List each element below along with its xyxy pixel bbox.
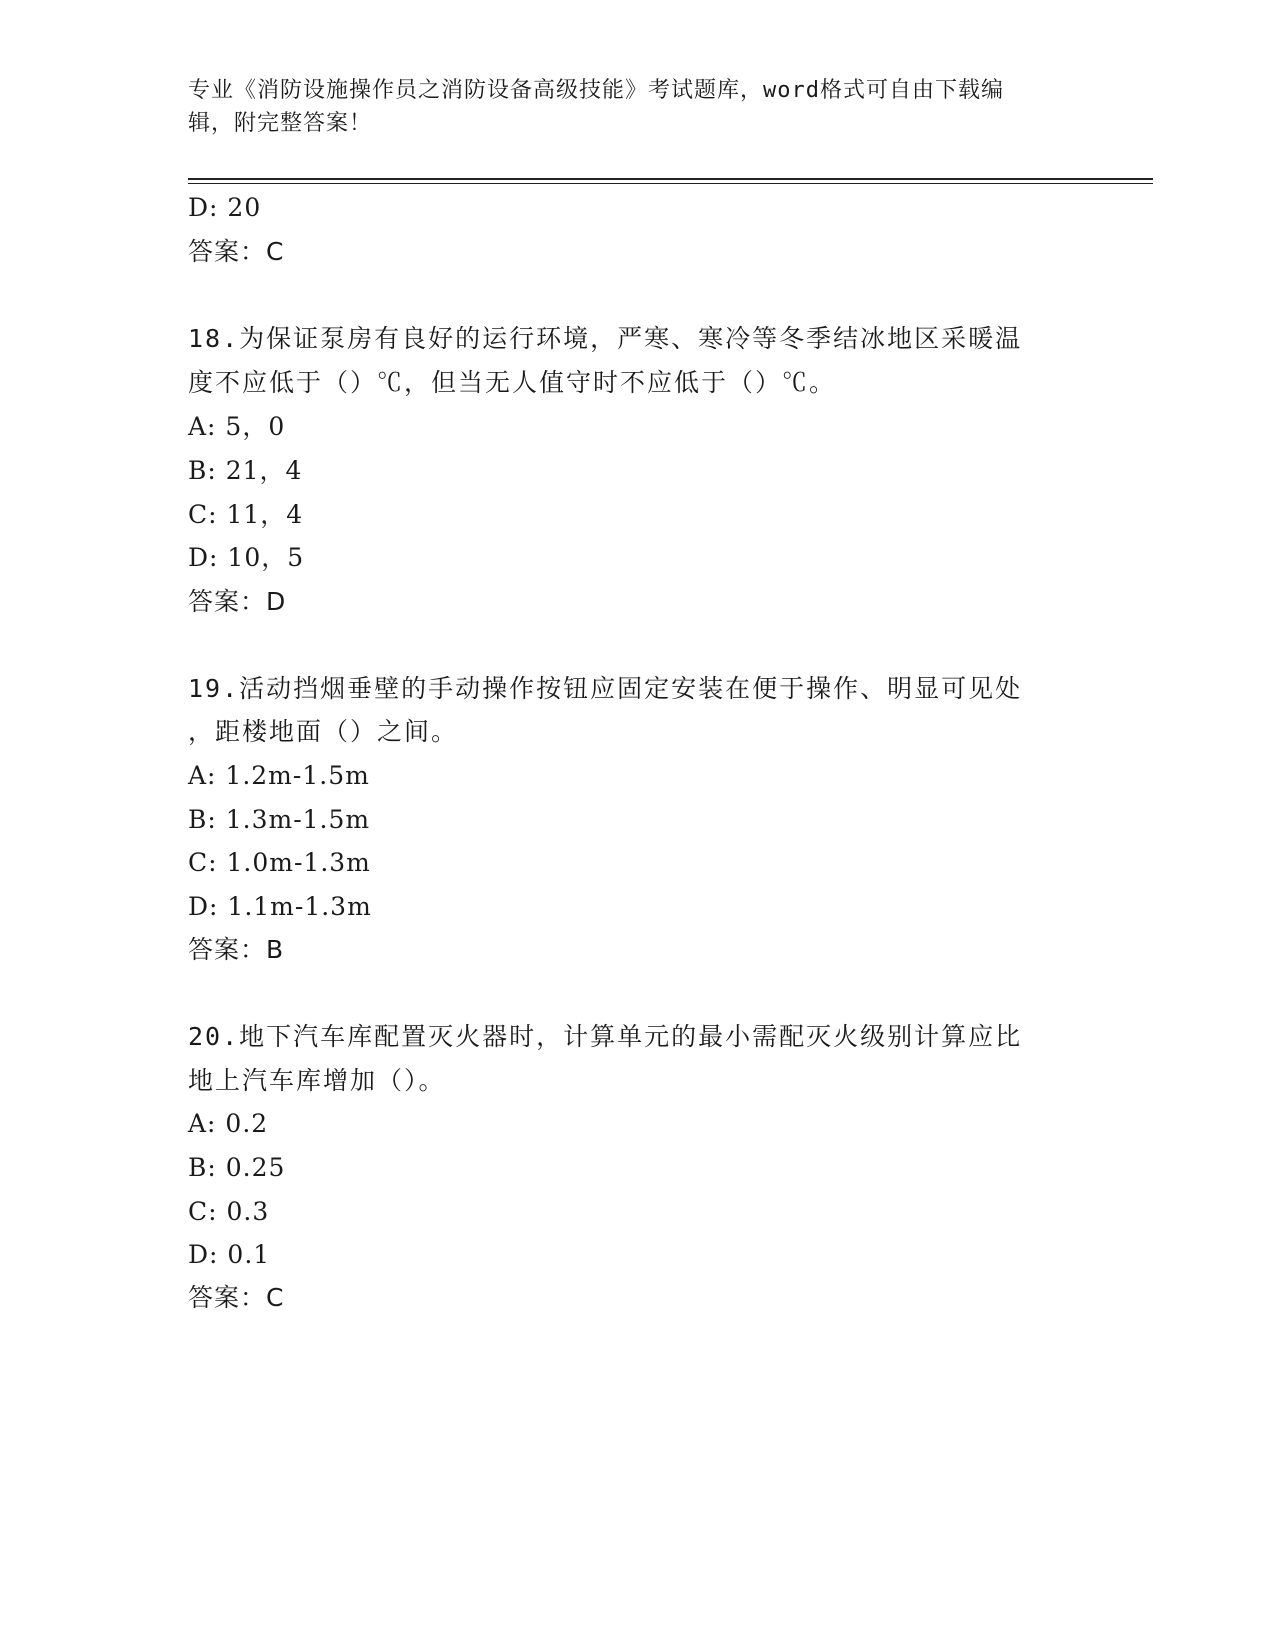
prev-answer: 答案：C xyxy=(188,237,285,266)
q18-option-d: D: 10，5 xyxy=(188,543,305,572)
q20-option-a: A: 0.2 xyxy=(188,1109,269,1138)
q19-answer: 答案：B xyxy=(188,935,285,964)
q18-text-line-1: 18.为保证泵房有良好的运行环境，严寒、寒冷等冬季结冰地区采暖温 xyxy=(188,324,1023,353)
document-header xyxy=(188,74,1088,140)
q20-text-line-2: 地上汽车库增加（）。 xyxy=(188,1066,446,1095)
header-divider-thick xyxy=(188,178,1153,180)
q20-answer: 答案：C xyxy=(188,1283,285,1312)
prev-option-d: D: 20 xyxy=(188,193,262,222)
header-line-1: 专业《消防设施操作员之消防设备高级技能》考试题库，word格式可自由下载编 xyxy=(188,78,1004,103)
q19-option-a: A: 1.2m-1.5m xyxy=(188,761,370,790)
header-divider-thin xyxy=(188,183,1153,184)
q18-text-line-2: 度不应低于（）℃，但当无人值守时不应低于（）℃。 xyxy=(188,368,837,397)
header-line-2: 辑，附完整答案！ xyxy=(188,111,373,136)
q19-option-b: B: 1.3m-1.5m xyxy=(188,805,371,834)
q19-text-line-1: 19.活动挡烟垂壁的手动操作按钮应固定安装在便于操作、明显可见处 xyxy=(188,674,1023,703)
q18-option-a: A: 5，0 xyxy=(188,412,286,441)
q20-option-b: B: 0.25 xyxy=(188,1153,286,1182)
q18-answer: 答案：D xyxy=(188,587,287,616)
q19-text-line-2: ，距楼地面（）之间。 xyxy=(188,717,459,746)
q19-option-c: C: 1.0m-1.3m xyxy=(188,848,371,877)
q19-option-d: D: 1.1m-1.3m xyxy=(188,892,372,921)
q18-option-c: C: 11，4 xyxy=(188,500,304,529)
q20-option-d: D: 0.1 xyxy=(188,1240,271,1269)
q20-text-line-1: 20.地下汽车库配置灭火器时，计算单元的最小需配灭火级别计算应比 xyxy=(188,1022,1023,1051)
q20-option-c: C: 0.3 xyxy=(188,1197,270,1226)
q18-option-b: B: 21，4 xyxy=(188,456,303,485)
